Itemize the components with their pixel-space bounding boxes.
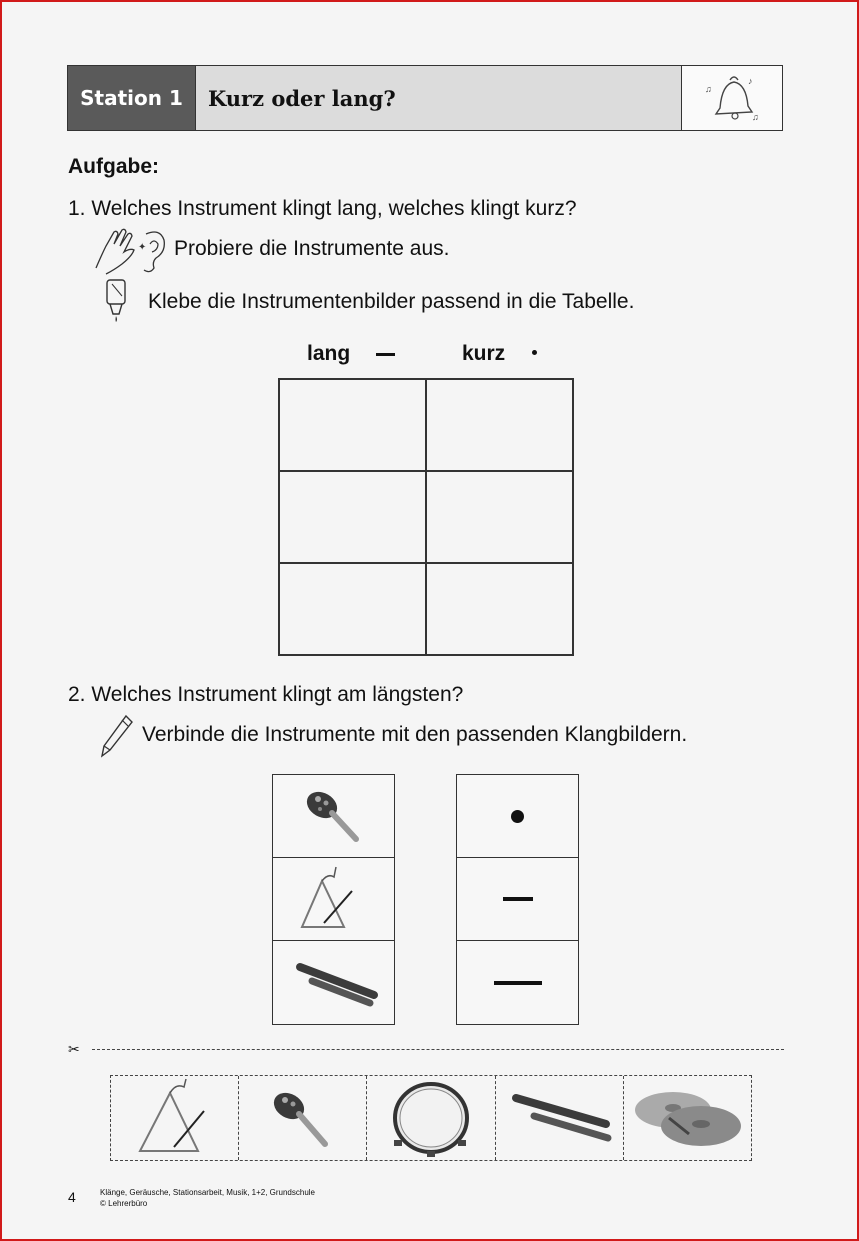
sound-long-line-cell[interactable] (457, 941, 578, 1024)
glue-icon (98, 276, 132, 331)
station-header (67, 65, 783, 131)
instrument-column (272, 774, 395, 1025)
maraca-cell[interactable] (273, 775, 394, 858)
hand-ear-icon (92, 224, 172, 281)
cutout-triangle[interactable] (111, 1076, 239, 1160)
scissors-icon: ✂ (68, 1041, 80, 1057)
col-kurz-label: kurz (462, 342, 506, 365)
cutout-tambourine[interactable] (367, 1076, 495, 1160)
sorting-table (278, 378, 574, 656)
task2-question: 2. Welches Instrument klingt am längsten? (68, 683, 464, 706)
svg-text:♫: ♫ (752, 112, 759, 122)
footer-line1: Klänge, Geräusche, Stationsarbeit, Musik, 1+2, Grundschule (100, 1188, 316, 1197)
station-label: Station 1 (68, 66, 196, 130)
svg-text:✦: ✦ (138, 242, 147, 253)
table-cell[interactable] (279, 379, 426, 471)
instruction-try: Probiere die Instrumente aus. (174, 237, 450, 260)
long-line-symbol (494, 981, 542, 985)
footer-text (100, 1187, 315, 1209)
table-cell[interactable] (426, 379, 573, 471)
table-cell[interactable] (279, 471, 426, 563)
dot-symbol (511, 810, 524, 823)
pencil-icon (100, 714, 134, 763)
long-symbol (376, 353, 395, 356)
cymbals-icon (629, 1082, 745, 1154)
svg-text:♪: ♪ (748, 76, 753, 86)
task-heading: Aufgabe: (68, 155, 159, 178)
cutout-cymbals[interactable] (624, 1076, 751, 1160)
table-cell[interactable] (426, 471, 573, 563)
table-cell[interactable] (279, 563, 426, 655)
task1-question: 1. Welches Instrument klingt lang, welches klingt kurz? (68, 197, 577, 220)
cutout-strip (110, 1075, 752, 1161)
footer-line2: © Lehrerbüro (100, 1199, 148, 1208)
triangle-icon (130, 1077, 220, 1159)
cutout-claves[interactable] (496, 1076, 624, 1160)
sound-dot-cell[interactable] (457, 775, 578, 858)
short-line-symbol (503, 897, 533, 901)
triangle-icon (294, 863, 374, 935)
triangle-cell[interactable] (273, 858, 394, 941)
cutout-maraca[interactable] (239, 1076, 367, 1160)
svg-text:♫: ♫ (705, 84, 712, 94)
cut-line (92, 1049, 784, 1050)
col-lang-label: lang (307, 342, 351, 365)
table-cell[interactable] (426, 563, 573, 655)
sound-short-line-cell[interactable] (457, 858, 578, 941)
maraca-icon (263, 1082, 343, 1154)
maraca-icon (294, 781, 374, 851)
claves-cell[interactable] (273, 941, 394, 1024)
claves-icon (286, 957, 382, 1009)
instruction-glue: Klebe die Instrumentenbilder passend in die Tabelle. (148, 290, 635, 313)
short-symbol (532, 350, 537, 355)
bell-icon (682, 66, 782, 130)
instruction-connect: Verbinde die Instrumente mit den passenden Klangbildern. (142, 723, 688, 746)
station-title: Kurz oder lang? (196, 66, 682, 130)
sound-symbol-column (456, 774, 579, 1025)
page-number: 4 (68, 1189, 76, 1205)
claves-icon (504, 1088, 614, 1148)
tambourine-icon (388, 1078, 474, 1158)
